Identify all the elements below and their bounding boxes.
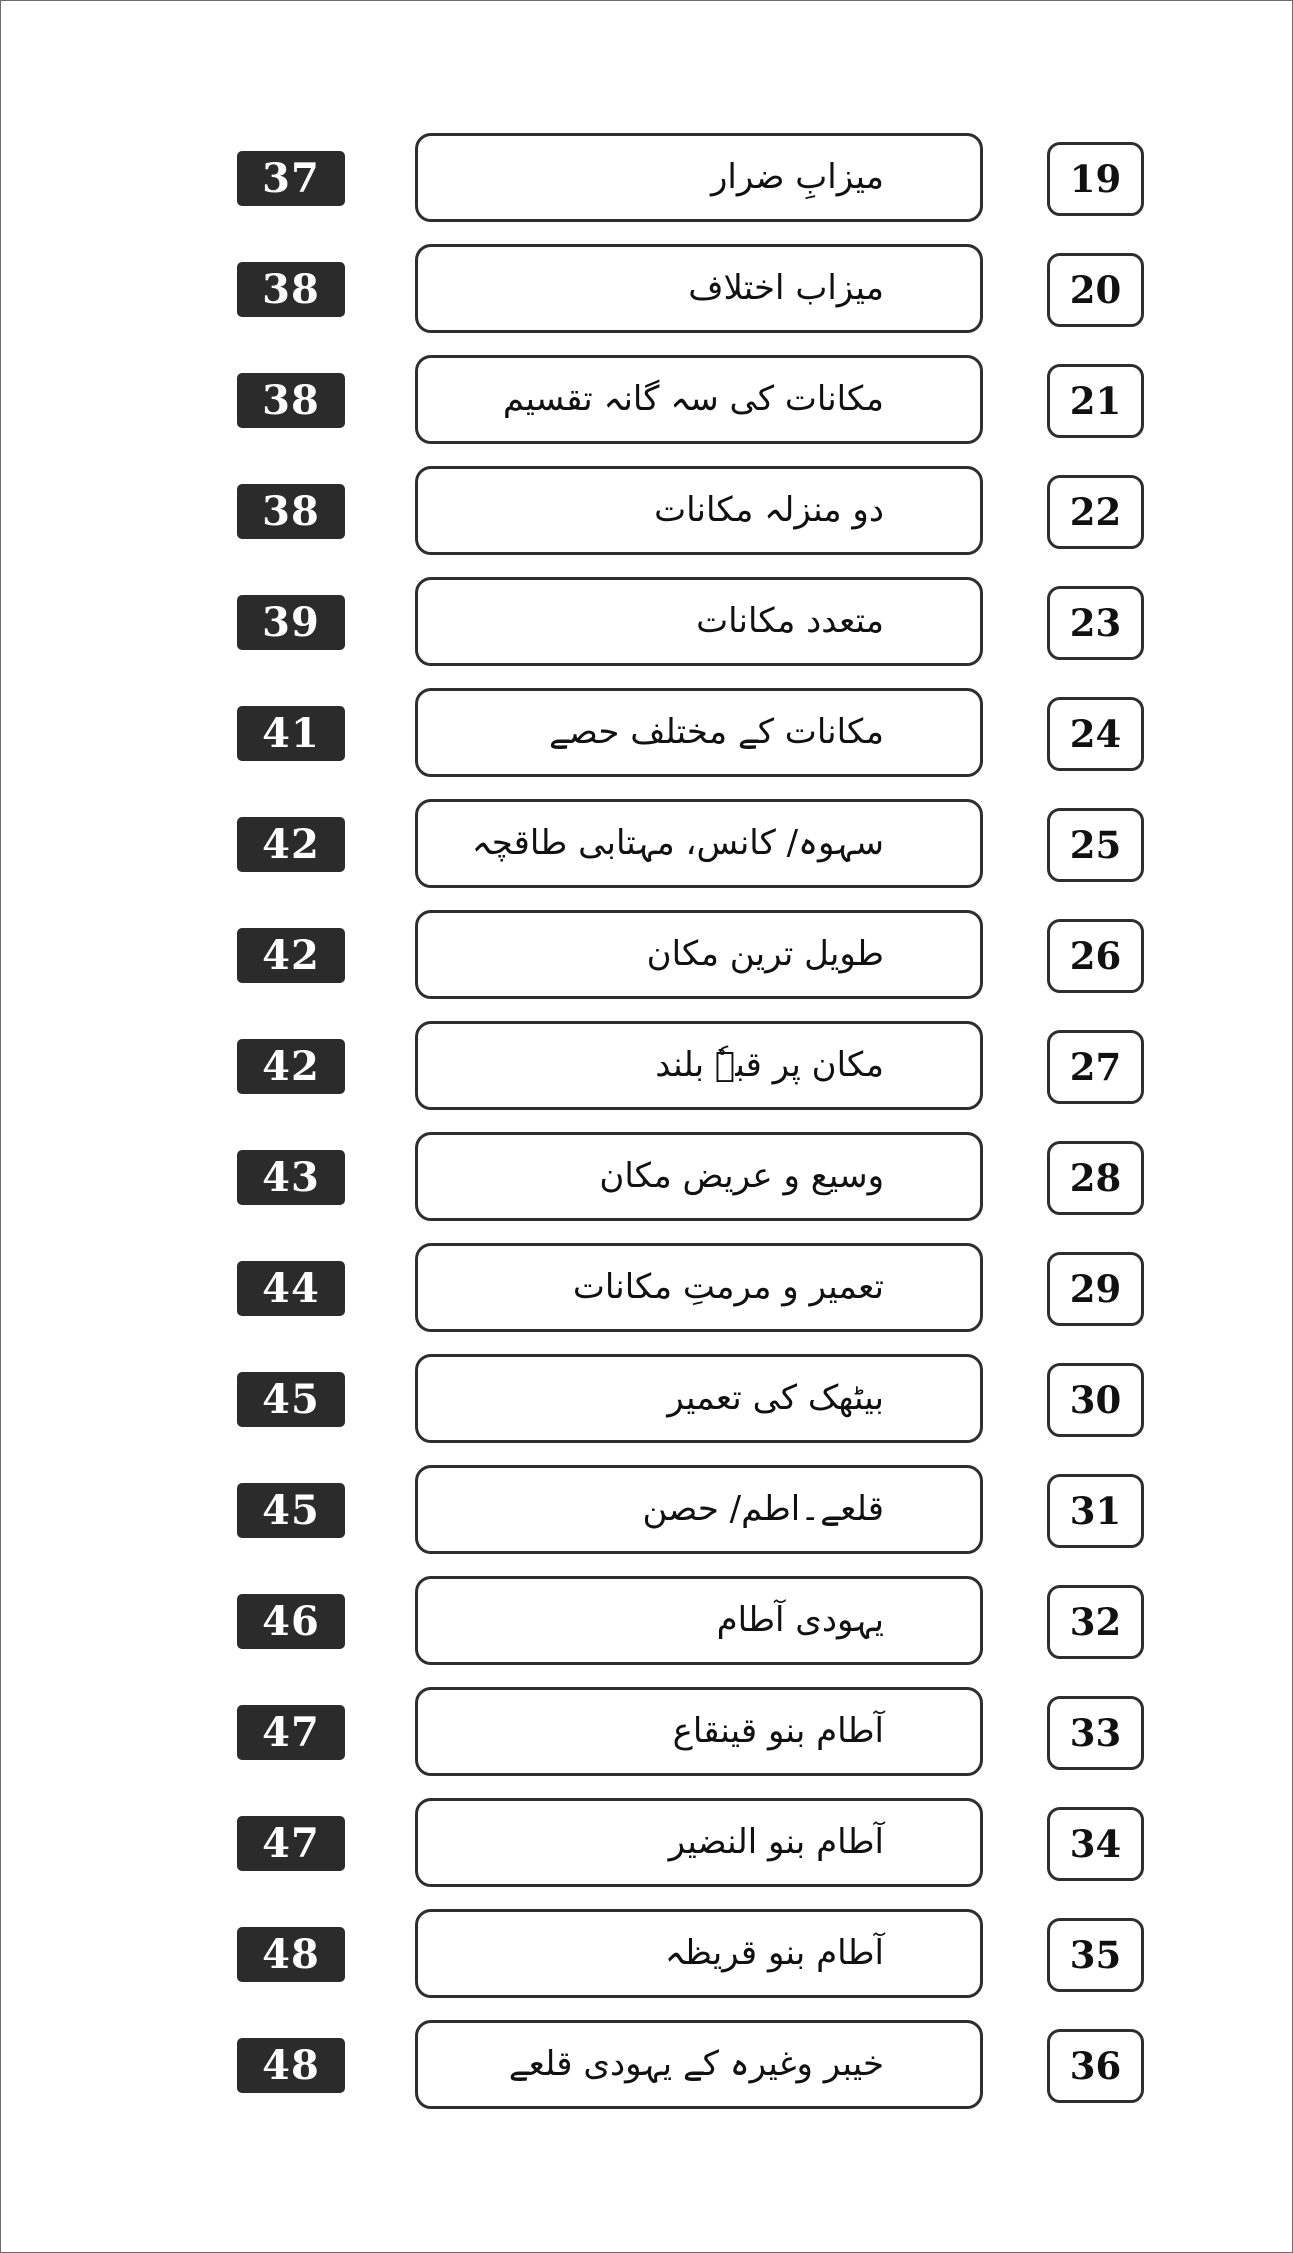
- page-number-badge: 48: [237, 1927, 345, 1982]
- entry-number: 24: [1047, 697, 1144, 771]
- entry-title[interactable]: میزاب اختلاف: [415, 244, 983, 333]
- page-number-badge: 38: [237, 262, 345, 317]
- toc-row[interactable]: [0, 1684, 1293, 1795]
- page-number-badge: 47: [237, 1705, 345, 1760]
- toc-row[interactable]: [0, 1351, 1293, 1462]
- toc-row[interactable]: [0, 1018, 1293, 1129]
- entry-number: 30: [1047, 1363, 1144, 1437]
- entry-title[interactable]: طویل ترین مکان: [415, 910, 983, 999]
- entry-number: 19: [1047, 142, 1144, 216]
- toc-row[interactable]: [0, 1573, 1293, 1684]
- entry-number: 27: [1047, 1030, 1144, 1104]
- page-number-badge: 41: [237, 706, 345, 761]
- toc-row[interactable]: [0, 1906, 1293, 2017]
- entry-title[interactable]: دو منزلہ مکانات: [415, 466, 983, 555]
- page-number-badge: 47: [237, 1816, 345, 1871]
- entry-title[interactable]: سہوہ/ کانس، مہتابی طاقچہ: [415, 799, 983, 888]
- page-number-badge: 39: [237, 595, 345, 650]
- entry-title[interactable]: قلعے۔اطم/ حصن: [415, 1465, 983, 1554]
- page-number-badge: 42: [237, 1039, 345, 1094]
- page-number-badge: 42: [237, 928, 345, 983]
- entry-title[interactable]: آطام بنو قریظہ: [415, 1909, 983, 1998]
- entry-number: 31: [1047, 1474, 1144, 1548]
- toc-row[interactable]: [0, 1795, 1293, 1906]
- entry-title[interactable]: مکانات کے مختلف حصے: [415, 688, 983, 777]
- entry-number: 33: [1047, 1696, 1144, 1770]
- entry-number: 28: [1047, 1141, 1144, 1215]
- entry-number: 29: [1047, 1252, 1144, 1326]
- table-of-contents: [0, 130, 1293, 2128]
- toc-row[interactable]: [0, 1462, 1293, 1573]
- toc-row[interactable]: [0, 796, 1293, 907]
- entry-number: 25: [1047, 808, 1144, 882]
- entry-title[interactable]: مکان پر قبہٗ بلند: [415, 1021, 983, 1110]
- page-number-badge: 45: [237, 1372, 345, 1427]
- toc-row[interactable]: [0, 352, 1293, 463]
- entry-title[interactable]: متعدد مکانات: [415, 577, 983, 666]
- entry-number: 22: [1047, 475, 1144, 549]
- entry-number: 35: [1047, 1918, 1144, 1992]
- entry-number: 21: [1047, 364, 1144, 438]
- toc-row[interactable]: [0, 241, 1293, 352]
- entry-title[interactable]: آطام بنو النضیر: [415, 1798, 983, 1887]
- page-number-badge: 42: [237, 817, 345, 872]
- entry-title[interactable]: وسیع و عریض مکان: [415, 1132, 983, 1221]
- toc-row[interactable]: [0, 1129, 1293, 1240]
- page-number-badge: 44: [237, 1261, 345, 1316]
- toc-row[interactable]: [0, 907, 1293, 1018]
- entry-title[interactable]: میزابِ ضرار: [415, 133, 983, 222]
- entry-title[interactable]: آطام بنو قینقاع: [415, 1687, 983, 1776]
- entry-number: 20: [1047, 253, 1144, 327]
- entry-number: 23: [1047, 586, 1144, 660]
- entry-title[interactable]: تعمیر و مرمتِ مکانات: [415, 1243, 983, 1332]
- page-number-badge: 46: [237, 1594, 345, 1649]
- entry-number: 36: [1047, 2029, 1144, 2103]
- page-number-badge: 43: [237, 1150, 345, 1205]
- page-number-badge: 37: [237, 151, 345, 206]
- page-number-badge: 45: [237, 1483, 345, 1538]
- toc-row[interactable]: [0, 574, 1293, 685]
- toc-row[interactable]: [0, 685, 1293, 796]
- toc-row[interactable]: [0, 1240, 1293, 1351]
- entry-title[interactable]: بیٹھک کی تعمیر: [415, 1354, 983, 1443]
- entry-title[interactable]: یہودی آطام: [415, 1576, 983, 1665]
- entry-number: 34: [1047, 1807, 1144, 1881]
- toc-row[interactable]: [0, 2017, 1293, 2128]
- entry-title[interactable]: خیبر وغیرہ کے یہودی قلعے: [415, 2020, 983, 2109]
- toc-row[interactable]: [0, 130, 1293, 241]
- page-number-badge: 38: [237, 484, 345, 539]
- page-number-badge: 48: [237, 2038, 345, 2093]
- entry-number: 32: [1047, 1585, 1144, 1659]
- entry-number: 26: [1047, 919, 1144, 993]
- page-number-badge: 38: [237, 373, 345, 428]
- entry-title[interactable]: مکانات کی سہ گانہ تقسیم: [415, 355, 983, 444]
- toc-row[interactable]: [0, 463, 1293, 574]
